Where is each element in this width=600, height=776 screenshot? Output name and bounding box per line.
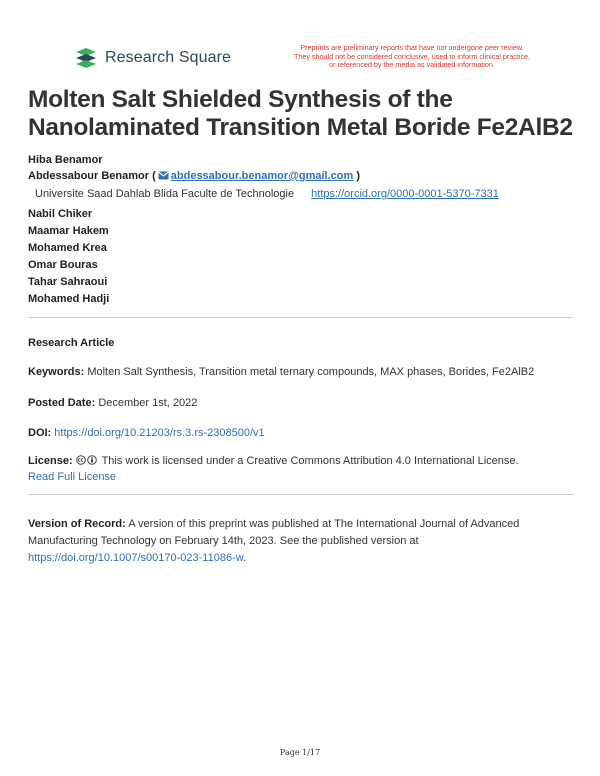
author-name: Mohamed Hadji — [28, 293, 110, 305]
envelope-icon — [158, 171, 169, 183]
author-name: Hiba Benamor — [28, 154, 103, 166]
license-label: License: — [28, 455, 73, 467]
logo-text: Research Square — [105, 49, 232, 66]
read-license-line — [28, 471, 116, 483]
attribution-icon — [87, 455, 97, 465]
published-version-link[interactable]: https://doi.org/10.1007/s00170-023-11086-w — [28, 552, 244, 564]
creative-commons-icon — [76, 455, 86, 465]
version-of-record-label: Version of Record: — [28, 518, 126, 530]
affiliation — [35, 188, 499, 200]
posted-date-label: Posted Date: — [28, 397, 96, 409]
posted-date-value: December 1st, 2022 — [98, 397, 198, 409]
doi-label: DOI: — [28, 427, 52, 439]
license-line — [28, 455, 519, 467]
keywords-line — [28, 366, 534, 378]
article-type: Research Article — [28, 337, 115, 349]
orcid-link[interactable]: https://orcid.org/0000-0001-5370-7331 — [311, 188, 499, 200]
author-email-link[interactable]: abdessabour.benamor@gmail.com — [170, 170, 354, 182]
divider — [28, 494, 573, 495]
author-name: Maamar Hakem — [28, 225, 109, 237]
page-number: Page 1/17 — [279, 748, 321, 757]
version-of-record-end: . — [243, 552, 247, 564]
preprint-disclaimer: Preprints are preliminary reports that have not undergone peer review. They should not be considered conclusive, used to inform clinical practice, or referenced by the media as validated information. — [293, 43, 531, 70]
keywords-value: Molten Salt Synthesis, Transition metal ternary compounds, MAX phases, Borides, Fe2AlB2 — [87, 366, 535, 378]
version-of-record-text: A version of this preprint was published at The International Journal of Advanced Manufacturing Technology on February 14th, 2023. See the published version at — [28, 518, 520, 547]
author-name: Abdessabour Benamor — [28, 170, 150, 182]
research-square-logo-icon — [75, 48, 97, 68]
paper-title: Molten Salt Shielded Synthesis of the Nanolaminated Transition Metal Boride Fe2AlB2 — [28, 86, 573, 141]
corresponding-author: Abdessabour Benamor ( abdessabour.benamor@gmail.com ) — [28, 170, 360, 182]
author-name: Tahar Sahraoui — [28, 276, 108, 288]
read-full-license-link[interactable]: Read Full License — [28, 471, 117, 483]
posted-date-line — [28, 397, 197, 409]
author-name: Omar Bouras — [28, 259, 98, 271]
license-text: This work is licensed under a Creative Commons Attribution 4.0 International License. — [101, 455, 519, 467]
affiliation-institution: Universite Saad Dahlab Blida Faculte de Technologie — [35, 188, 295, 200]
doi-link[interactable]: https://doi.org/10.21203/rs.3.rs-2308500/v1 — [54, 427, 265, 439]
author-name: Nabil Chiker — [28, 208, 93, 220]
author-name: Mohamed Krea — [28, 242, 107, 254]
keywords-label: Keywords: — [28, 366, 85, 378]
version-of-record — [28, 516, 573, 567]
research-square-logo[interactable] — [75, 47, 231, 69]
divider — [28, 317, 573, 318]
doi-line — [28, 427, 265, 439]
